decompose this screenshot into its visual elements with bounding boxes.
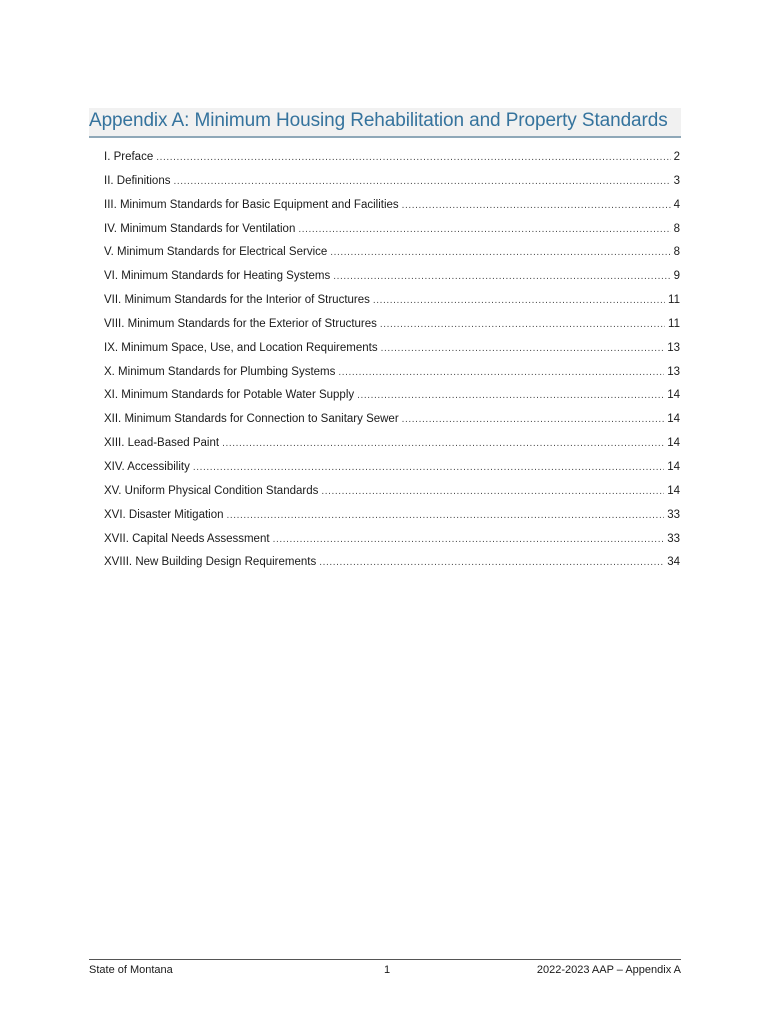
footer-left-text: State of Montana [89,964,173,976]
toc-entry[interactable] [104,294,680,318]
toc-entry-page[interactable]: 14 [667,484,680,497]
toc-entry-label[interactable]: XVII. Capital Needs Assessment [104,532,270,545]
toc-entry-label[interactable]: XI. Minimum Standards for Potable Water Supply [104,389,355,402]
toc-entry[interactable] [104,318,680,342]
toc-entry[interactable] [104,389,680,413]
toc-entry-page[interactable]: 2 [673,151,680,163]
toc-entry-page[interactable]: 8 [673,246,680,259]
toc-entry[interactable] [104,533,680,557]
toc-entry[interactable] [104,556,680,580]
toc-entry-page[interactable]: 11 [668,294,680,307]
toc-entry-label[interactable]: XII. Minimum Standards for Connection to Sanitary Sewer [104,413,399,426]
toc-entry-page[interactable]: 4 [673,198,680,211]
toc-entry[interactable] [104,151,680,175]
toc-dot-leader [193,462,664,473]
toc-dot-leader [319,557,664,568]
toc-entry[interactable] [104,509,680,533]
toc-dot-leader [338,367,664,378]
toc-dot-leader [227,510,665,521]
toc-entry-label[interactable]: XVIII. New Building Design Requirements [104,556,317,569]
toc-entry-page[interactable]: 14 [667,389,680,402]
toc-dot-leader [381,343,665,354]
footer-page-number: 1 [384,964,391,976]
toc-dot-leader [273,534,665,545]
toc-entry[interactable] [104,223,680,247]
toc-entry-page[interactable]: 14 [667,413,680,426]
toc-entry-page[interactable]: 33 [667,532,680,545]
toc-dot-leader [321,486,664,497]
toc-entry-page[interactable]: 11 [668,317,680,330]
toc-entry-label[interactable]: V. Minimum Standards for Electrical Service [104,246,328,259]
toc-entry[interactable] [104,413,680,437]
toc-dot-leader [380,319,665,330]
toc-entry-page[interactable]: 8 [673,222,680,235]
toc-entry-label[interactable]: IX. Minimum Space, Use, and Location Requirements [104,341,378,354]
toc-entry-label[interactable]: XIII. Lead-Based Paint [104,437,220,450]
footer-divider [89,959,681,960]
toc-entry[interactable] [104,270,680,294]
toc-dot-leader [357,390,664,401]
toc-dot-leader [330,247,670,258]
toc-entry-label[interactable]: II. Definitions [104,174,171,187]
toc-entry[interactable] [104,199,680,223]
toc-entry-label[interactable]: VI. Minimum Standards for Heating Systems [104,270,331,283]
toc-entry-page[interactable]: 14 [667,437,680,450]
toc-entry-page[interactable]: 14 [667,460,680,473]
toc-entry-label[interactable]: XVI. Disaster Mitigation [104,508,224,521]
toc-entry-label[interactable]: X. Minimum Standards for Plumbing Systems [104,365,336,378]
toc-entry-label[interactable]: XIV. Accessibility [104,460,190,473]
toc-entry-page[interactable]: 34 [667,556,680,569]
toc-dot-leader [298,224,670,235]
toc-dot-leader [222,438,664,449]
toc-dot-leader [402,200,671,211]
toc-entry-page[interactable]: 13 [667,365,680,378]
toc-entry[interactable] [104,437,680,461]
page-title: Appendix A: Minimum Housing Rehabilitation and Property Standards [89,110,668,131]
toc-entry[interactable] [104,366,680,390]
table-of-contents [104,151,680,580]
toc-entry-label[interactable]: I. Preface [104,151,154,163]
toc-entry[interactable] [104,246,680,270]
toc-entry-label[interactable]: IV. Minimum Standards for Ventilation [104,222,296,235]
toc-entry[interactable] [104,485,680,509]
toc-entry[interactable] [104,342,680,366]
toc-entry-label[interactable]: VII. Minimum Standards for the Interior of Structures [104,294,370,307]
toc-entry-page[interactable]: 9 [673,270,680,283]
footer-right-text: 2022-2023 AAP – Appendix A [536,964,681,976]
toc-entry[interactable] [104,461,680,485]
toc-entry[interactable] [104,175,680,199]
toc-dot-leader [156,152,670,163]
title-band [89,108,681,138]
toc-dot-leader [373,295,665,306]
toc-dot-leader [402,414,665,425]
toc-entry-label[interactable]: III. Minimum Standards for Basic Equipment and Facilities [104,198,399,211]
toc-entry-page[interactable]: 13 [667,341,680,354]
toc-entry-label[interactable]: XV. Uniform Physical Condition Standards [104,484,319,497]
toc-entry-page[interactable]: 3 [673,174,680,187]
toc-dot-leader [333,271,670,282]
toc-dot-leader [173,176,670,187]
toc-entry-page[interactable]: 33 [667,508,680,521]
toc-entry-label[interactable]: VIII. Minimum Standards for the Exterior of Structures [104,317,377,330]
